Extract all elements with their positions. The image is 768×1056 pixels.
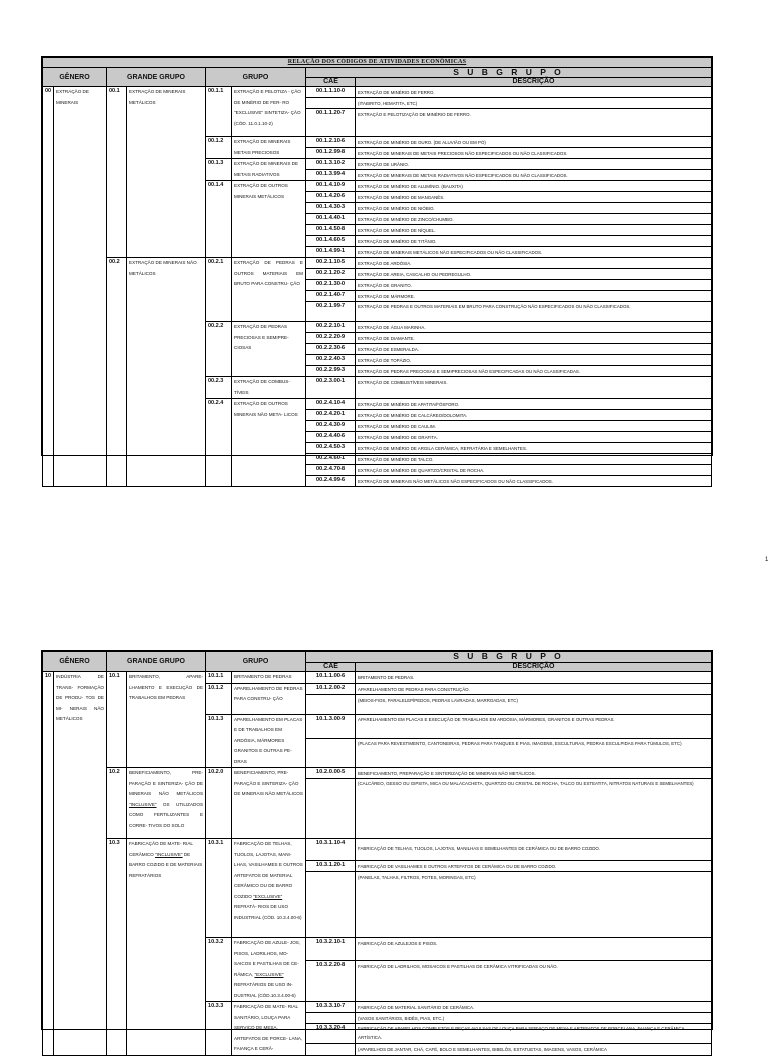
cae-description: EXTRAÇÃO DE PEDRAS PRECIOSAS E SEMIPRECIOSAS NÃO ESPECIFICADAS OU NÃO CLASSIFICADAS. bbox=[356, 366, 712, 377]
grupo-text: EXTRAÇÃO DE COMBUS- TÍVEIS bbox=[232, 377, 306, 399]
cae-description: BENEFICIAMENTO, PREPARAÇÃO E SINTERIZAÇÃO DE MINERAIS NÃO METÁLICOS. bbox=[356, 768, 712, 779]
genero-text: EXTRAÇÃO DE MINERAIS bbox=[54, 87, 107, 487]
grupo-text: EXTRAÇÃO DE MINERAIS DE METAIS RADIATIVOS bbox=[232, 159, 306, 181]
grupo-code: 10.3.3 bbox=[206, 1002, 232, 1056]
grande-grupo-text: BRITAMENTO, APARE- LHAMENTO E EXECUÇÃO DE TRABALHOS EM PEDRAS bbox=[127, 672, 206, 768]
grande-grupo-text-part: BENEFICIAMENTO, PRE- PARAÇÃO E SINTERIZA- ÇÃO DE MINERAIS NÃO METÁLICOS bbox=[129, 770, 204, 796]
cae-description: EXTRAÇÃO DE MINÉRIO DE TALCO. bbox=[356, 454, 712, 465]
cae-code: 00.2.4.60-1 bbox=[306, 454, 356, 465]
cae-code: 00.1.4.99-1 bbox=[306, 247, 356, 258]
cae-description: EXTRAÇÃO DE ESMERALDA. bbox=[356, 344, 712, 355]
cae-code: 10.1.2.00-2 bbox=[306, 683, 356, 694]
header-subgrupo: S U B G R U P O bbox=[306, 68, 712, 78]
cae-description: (MEIOS-FIOS, PARALELEPÍPEDOS, PEDRAS LAVRADAS, MARROADAS, ETC) bbox=[356, 694, 712, 714]
grande-grupo-code: 00.1 bbox=[107, 87, 127, 258]
header-grupo: GRUPO bbox=[206, 68, 306, 87]
cae-code: 00.2.1.30-0 bbox=[306, 280, 356, 291]
header-grupo: GRUPO bbox=[206, 652, 306, 672]
cae-code: 00.1.4.50-8 bbox=[306, 225, 356, 236]
cae-code: 00.2.4.50-3 bbox=[306, 443, 356, 454]
page-2-table-frame bbox=[41, 650, 713, 1053]
cae-code: 00.2.4.70-8 bbox=[306, 465, 356, 476]
cae-description: EXTRAÇÃO DE MINERAIS NÃO METÁLICOS NÃO ESPECIFICADOS OU NÃO CLASSIFICADOS. bbox=[356, 476, 712, 487]
cae-code: 00.1.1.20-7 bbox=[306, 109, 356, 137]
grande-grupo-code: 10.2 bbox=[107, 768, 127, 839]
cae-code bbox=[306, 694, 356, 714]
cae-code: 00.1.4.10-9 bbox=[306, 181, 356, 192]
cae-code bbox=[306, 739, 356, 768]
cae-code: 10.1.1.00-6 bbox=[306, 672, 356, 684]
cae-description: APARELHAMENTO EM PLACAS E EXECUÇÃO DE TRABALHOS EM ARDÓSIA, MÁRMORES, GRANITOS E OUTRAS PEDRAS. bbox=[356, 714, 712, 739]
cae-code bbox=[306, 872, 356, 938]
cae-description: FABRICAÇÃO DE MATERIAL SANITÁRIO DE CERÂMICA. bbox=[356, 1002, 712, 1013]
grupo-code: 10.2.0 bbox=[206, 768, 232, 839]
cae-description: EXTRAÇÃO DE MINÉRIO DE ALUMÍNIO. (BAUXITA) bbox=[356, 181, 712, 192]
grande-grupo-text-part: OS UTILIZADOS COMO FERTILIZANTES E CORRE- TIVOS DO SOLO bbox=[129, 801, 204, 828]
grupo-code: 00.1.2 bbox=[206, 137, 232, 159]
cae-description: EXTRAÇÃO DE MINERAIS DE METAIS PRECIOSOS NÃO ESPECIFICADOS OU NÃO CLASSIFICADOS. bbox=[356, 148, 712, 159]
grupo-code: 00.2.4 bbox=[206, 399, 232, 487]
grupo-code: 10.1.2 bbox=[206, 683, 232, 714]
grande-grupo-text-part: DE BARRO COZIDO E DE MATERIAIS REFRATÁRIOS bbox=[129, 851, 203, 878]
grupo-text-part: REFRATÁRIOS DE USO IN- DUSTRIAL (CÓD.10.3.4.00-6) bbox=[234, 982, 296, 998]
grupo-code: 10.1.3 bbox=[206, 714, 232, 768]
cae-description: EXTRAÇÃO DE MINERAIS METÁLICOS NÃO ESPECIFICADOS OU NÃO CLASSIFICADOS. bbox=[356, 247, 712, 258]
exclusive-note: "EXCLUSIVE" bbox=[253, 893, 283, 899]
cae-description: EXTRAÇÃO DE MINÉRIO DE FERRO. bbox=[356, 87, 712, 98]
inclusive-note: "INCLUSIVE" bbox=[129, 801, 157, 807]
cae-code: 10.3.2.10-1 bbox=[306, 938, 356, 961]
header-cae: CAE bbox=[306, 78, 356, 87]
cae-description: BRITAMENTO DE PEDRAS. bbox=[356, 672, 712, 684]
cae-code: 00.2.3.00-1 bbox=[306, 377, 356, 399]
table-row bbox=[43, 258, 712, 269]
grupo-text-part: FABRICAÇÃO DE TELHAS, TIJOLOS, LAJOTAS, MANI- LHAS, VASILHAMES E OUTROS ARTEFATOS DE MATERIAL CERÂMICO OU DE BARRO COZIDO bbox=[234, 841, 303, 899]
cae-code: 00.2.1.10-5 bbox=[306, 258, 356, 269]
cae-description: FABRICAÇÃO DE AZULEJOS E PISOS. bbox=[356, 938, 712, 961]
table-row bbox=[43, 87, 712, 98]
table-row bbox=[43, 839, 712, 861]
grupo-text: EXTRAÇÃO E PELOTIZA - ÇÃO DE MINÉRIO DE FER- RO "EXCLUSIVE" SINTETIZA- ÇÃO (CÓD. 11.0.1.10-2) bbox=[232, 87, 306, 137]
document-title: RELAÇÃO DOS CÓDIGOS DE ATIVIDADES ECONÔMICAS bbox=[43, 58, 712, 68]
grupo-text: BRITAMENTO DE PEDRAS bbox=[232, 672, 306, 684]
cae-description: EXTRAÇÃO DE GRANITO. bbox=[356, 280, 712, 291]
header-descricao: DESCRIÇÃO bbox=[356, 662, 712, 671]
grande-grupo-code: 10.3 bbox=[107, 839, 127, 1056]
cae-description: EXTRAÇÃO DE MINÉRIO DE CAULIM. bbox=[356, 421, 712, 432]
grande-grupo-text bbox=[127, 768, 206, 839]
grande-grupo-text-part: FABRICAÇÃO DE MATE- RIAL CERÂMICO bbox=[129, 841, 193, 857]
header-genero: GÊNERO bbox=[43, 652, 107, 672]
grupo-text bbox=[232, 938, 306, 1002]
genero-code: 10 bbox=[43, 672, 54, 1056]
page-1-table-frame bbox=[41, 56, 713, 484]
cae-code bbox=[306, 1013, 356, 1024]
grande-grupo-text: EXTRAÇÃO DE MINERAIS METÁLICOS bbox=[127, 87, 206, 258]
grande-grupo-text bbox=[127, 839, 206, 1056]
cae-description: (ITABIRITO, HEMATITA, ETC) bbox=[356, 98, 712, 109]
grupo-text: EXTRAÇÃO DE MINERAIS METAIS PRECIOSOS bbox=[232, 137, 306, 159]
header-grande-grupo: GRANDE GRUPO bbox=[107, 652, 206, 672]
grupo-code: 00.2.2 bbox=[206, 322, 232, 377]
cae-code: 00.2.1.40-7 bbox=[306, 291, 356, 302]
grande-grupo-text: EXTRAÇÃO DE MINERAIS NÃO METÁLICOS bbox=[127, 258, 206, 487]
cae-description: APARELHAMENTO DE PEDRAS PARA CONSTRUÇÃO. bbox=[356, 683, 712, 694]
cae-description: EXTRAÇÃO DE MINÉRIO DE CALCÁREO/DOLOMITA. bbox=[356, 410, 712, 421]
cae-description: EXTRAÇÃO DE ÁGUA MARINHA. bbox=[356, 322, 712, 333]
cae-description: FABRICAÇÃO DE VASILHAMES E OUTROS ARTEFATOS DE CERÂMICA OU DE BARRO COZIDO. bbox=[356, 861, 712, 872]
header-subgrupo: S U B G R U P O bbox=[306, 652, 712, 663]
header-grande-grupo: GRANDE GRUPO bbox=[107, 68, 206, 87]
cae-description: (APARELHOS DE JANTAR, CHÁ, CAFÉ, BOLO E SEMELHANTES, BIBELÔS, ESTATUETAS, IMAGENS, VASOS, CERÂMICA bbox=[356, 1044, 712, 1055]
header-genero: GÊNERO bbox=[43, 68, 107, 87]
cae-code: 00.1.4.40-1 bbox=[306, 214, 356, 225]
cae-description: (VASOS SANITÁRIOS, BIDÊS, PIAS, ETC.) bbox=[356, 1013, 712, 1024]
page-2-table bbox=[42, 651, 712, 1056]
exclusive-note: "EXCLUSIVE" bbox=[254, 971, 284, 977]
cae-description: EXTRAÇÃO DE URÂNIO. bbox=[356, 159, 712, 170]
cae-description: EXTRAÇÃO DE PEDRAS E OUTROS MATERIAIS EM BRUTO PARA CONSTRUÇÃO NÃO ESPECIFICADOS OU NÃO CLASSIFICADOS. bbox=[356, 302, 712, 322]
table-row bbox=[43, 672, 712, 684]
cae-description: FABRICAÇÃO DE APARELHOS COMPLETOS E PEÇAS AVULSAS DE LOUÇA PARA SERVIÇO DE MESA E ARTEFATOS DE PORCELANA, FAIANÇA E CERÂMICA ARTÍSTICA. bbox=[356, 1024, 712, 1044]
cae-description: EXTRAÇÃO DE AREIA, CASCALHO OU PEDREGULHO. bbox=[356, 269, 712, 280]
cae-description: EXTRAÇÃO DE MINÉRIO DE ARGILA CERÂMICA, REFRATÁRIA E SEMELHANTES. bbox=[356, 443, 712, 454]
cae-description: EXTRAÇÃO DE COMBUSTÍVEIS MINERAIS. bbox=[356, 377, 712, 399]
cae-description: EXTRAÇÃO DE ARDÓSIA. bbox=[356, 258, 712, 269]
header-cae: CAE bbox=[306, 662, 356, 671]
cae-code: 00.1.4.20-6 bbox=[306, 192, 356, 203]
cae-description: EXTRAÇÃO DE MINÉRIO DE APATITA/FÓSFORO. bbox=[356, 399, 712, 410]
cae-description: EXTRAÇÃO DE MINERAIS DE METAIS RADIATIVOS NÃO ESPECIFICADOS OU NÃO CLASSIFICADOS. bbox=[356, 170, 712, 181]
grupo-code: 00.1.4 bbox=[206, 181, 232, 258]
grupo-text: APARELHAMENTO EM PLACAS E DE TRABALHOS EM ARDÓSIA, MÁRMORES GRANITOS E OUTRAS PE- DRAS bbox=[232, 714, 306, 768]
grupo-text bbox=[232, 839, 306, 938]
grupo-text: APARELHAMENTO DE PEDRAS PARA CONSTRU- ÇÃO bbox=[232, 683, 306, 714]
grande-grupo-code: 00.2 bbox=[107, 258, 127, 487]
cae-code: 00.2.2.40-3 bbox=[306, 355, 356, 366]
page-number: 1 bbox=[765, 557, 768, 563]
cae-code: 10.1.3.00-9 bbox=[306, 714, 356, 739]
cae-code: 10.3.3.10-7 bbox=[306, 1002, 356, 1013]
grupo-code: 10.3.2 bbox=[206, 938, 232, 1002]
cae-code: 00.2.4.30-9 bbox=[306, 421, 356, 432]
grande-grupo-code: 10.1 bbox=[107, 672, 127, 768]
grupo-text: BENEFICIAMENTO, PRE- PARAÇÃO E SINTERIZA- ÇÃO DE MINERAIS NÃO METÁLICOS bbox=[232, 768, 306, 839]
cae-description: EXTRAÇÃO DE MINÉRIO DE NIÓBIO. bbox=[356, 203, 712, 214]
cae-code: 00.1.2.99-8 bbox=[306, 148, 356, 159]
cae-description: (PANELAS, TALHAS, FILTROS, POTES, MORINGAS, ETC) bbox=[356, 872, 712, 938]
cae-description: EXTRAÇÃO DE TOPÁZIO. bbox=[356, 355, 712, 366]
genero-text: INDÚSTRIA DE TRANS- FORMAÇÃO DE PRODU- TOS DE MI- NERAIS NÃO METÁLICOS bbox=[54, 672, 107, 1056]
cae-code: 00.2.4.40-6 bbox=[306, 432, 356, 443]
cae-code: 00.2.4.99-6 bbox=[306, 476, 356, 487]
cae-code: 10.3.1.20-1 bbox=[306, 861, 356, 872]
grupo-code: 10.3.1 bbox=[206, 839, 232, 938]
cae-code: 10.2.0.00-5 bbox=[306, 768, 356, 779]
cae-description: EXTRAÇÃO DE MINÉRIO DE QUARTZO/CRISTAL DE ROCHA. bbox=[356, 465, 712, 476]
cae-description: FABRICAÇÃO DE TELHAS, TIJOLOS, LAJOTAS, MANILHAS E SEMELHANTES DE CERÂMICA OU DE BARRO COZIDO. bbox=[356, 839, 712, 861]
cae-description: (CALCÁREO, GESSO OU GIPSITA, MICA OU MALACACHETA, QUARTZO OU CRISTAL DE ROCHA, TALCO OU ESTEATITA, NITRATOS NATURAIS E SEMELHANTES) bbox=[356, 779, 712, 839]
cae-code: 10.3.3.20-4 bbox=[306, 1024, 356, 1044]
cae-code: 00.1.1.10-0 bbox=[306, 87, 356, 98]
cae-code: 00.2.1.20-2 bbox=[306, 269, 356, 280]
cae-code: 10.3.1.10-4 bbox=[306, 839, 356, 861]
grupo-code: 00.2.1 bbox=[206, 258, 232, 322]
cae-description: EXTRAÇÃO E PELOTIZAÇÃO DE MINÉRIO DE FERRO. bbox=[356, 109, 712, 137]
cae-description: EXTRAÇÃO DE MÁRMORE. bbox=[356, 291, 712, 302]
cae-description: EXTRAÇÃO DE MINÉRIO DE TITÂNIO. bbox=[356, 236, 712, 247]
genero-code: 00 bbox=[43, 87, 54, 487]
grupo-code: 00.1.1 bbox=[206, 87, 232, 137]
grupo-text: EXTRAÇÃO DE OUTROS MINERAIS METÁLICOS bbox=[232, 181, 306, 258]
grupo-code: 00.2.3 bbox=[206, 377, 232, 399]
grupo-text: EXTRAÇÃO DE OUTROS MINERAIS NÃO META- LICOS bbox=[232, 399, 306, 487]
table-row bbox=[43, 768, 712, 779]
cae-description: EXTRAÇÃO DE MINÉRIO DE NÍQUEL. bbox=[356, 225, 712, 236]
cae-code: 00.2.4.10-4 bbox=[306, 399, 356, 410]
cae-description: EXTRAÇÃO DE MINÉRIO DE GRAFITA. bbox=[356, 432, 712, 443]
cae-code: 00.1.3.10-2 bbox=[306, 159, 356, 170]
cae-description: (PLACAS PARA REVESTIMENTO, CANTONEIRAS, PEDRAS PARA TANQUES E PIAS, IMAGENS, ESCULTURAS, PEDRAS ESCULPIDAS PARA TÚMULOS, ETC) bbox=[356, 739, 712, 768]
cae-description: EXTRAÇÃO DE MINÉRIO DE MANGANÊS. bbox=[356, 192, 712, 203]
cae-code: 10.3.2.20-8 bbox=[306, 960, 356, 1001]
cae-code: 00.2.2.10-1 bbox=[306, 322, 356, 333]
cae-code: 00.1.4.30-3 bbox=[306, 203, 356, 214]
inclusive-note: "INCLUSIVE" bbox=[155, 851, 183, 857]
cae-code: 00.2.4.20-1 bbox=[306, 410, 356, 421]
grupo-text: EXTRAÇÃO DE PEDRAS PRECIOSAS E SEMIPRE- CIOSAS bbox=[232, 322, 306, 377]
grupo-text-part: FABRICAÇÃO DE AZULE- JOS, PISOS, LADRILHOS, MO- SAICOS E PASTILHAS DE CE- RÂMICA, bbox=[234, 940, 301, 977]
grupo-code: 10.1.1 bbox=[206, 672, 232, 684]
grupo-code: 00.1.3 bbox=[206, 159, 232, 181]
grupo-text: FABRICAÇÃO DE MATE- RIAL SANITÁRIO, LOUÇA PARA SERVIÇO DE MESA, ARTEFATOS DE PORCE- LANA, FAIANÇA E CERÂ- bbox=[232, 1002, 306, 1056]
grupo-text-part: REFRATÁ- RIOS DE USO INDUSTRIAL (CÓD. 10.3.4.00-6) bbox=[234, 904, 302, 920]
cae-code: 00.2.2.20-9 bbox=[306, 333, 356, 344]
grupo-text: EXTRAÇÃO DE PEDRAS E OUTROS MATERIAIS EM BRUTO PARA CONSTRU- ÇÃO bbox=[232, 258, 306, 322]
header-descricao: DESCRIÇÃO bbox=[356, 78, 712, 87]
cae-code bbox=[306, 779, 356, 839]
cae-description: EXTRAÇÃO DE MINÉRIO DE ZINCO/CHUMBO. bbox=[356, 214, 712, 225]
cae-description: EXTRAÇÃO DE MINÉRIO DE OURO. (DE ALUVIÃO OU EM PÓ) bbox=[356, 137, 712, 148]
cae-code: 00.1.3.99-4 bbox=[306, 170, 356, 181]
page-1-table bbox=[42, 57, 712, 487]
cae-description: EXTRAÇÃO DE DIAMANTE. bbox=[356, 333, 712, 344]
cae-code: 00.1.2.10-6 bbox=[306, 137, 356, 148]
cae-code: 00.2.2.99-3 bbox=[306, 366, 356, 377]
cae-code bbox=[306, 1044, 356, 1055]
cae-code: 00.2.2.30-6 bbox=[306, 344, 356, 355]
cae-description: FABRICAÇÃO DE LADRILHOS, MOSAICOS E PASTILHAS DE CERÂMICA VITRIFICADAS OU NÃO. bbox=[356, 960, 712, 1001]
cae-code: 00.1.4.60-5 bbox=[306, 236, 356, 247]
cae-code: 00.2.1.99-7 bbox=[306, 302, 356, 322]
cae-code bbox=[306, 98, 356, 109]
